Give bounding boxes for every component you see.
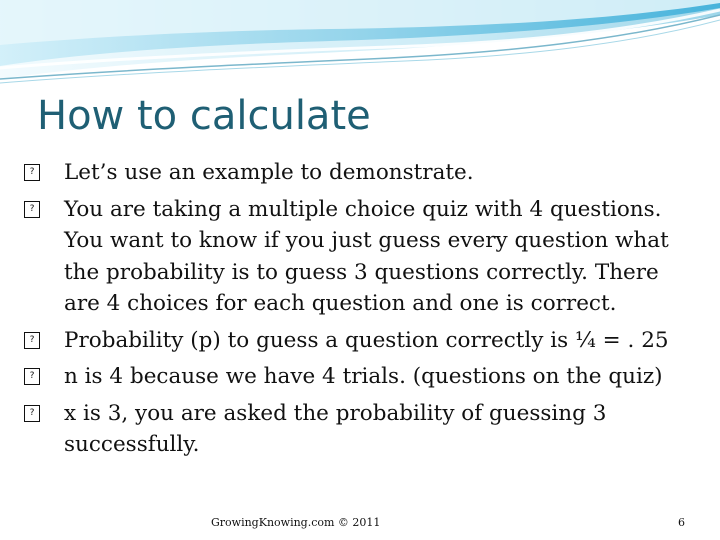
missing-glyph-bullet-icon: ? [24, 332, 40, 349]
bullet-text: x is 3, you are asked the probability of guessing 3 successfully. [64, 400, 607, 457]
slide-number: 6 [678, 516, 685, 529]
wave-header-decoration [0, 0, 720, 90]
bullet-item [24, 325, 700, 357]
slide-title: How to calculate [37, 93, 371, 139]
bullet-text: You are taking a multiple choice quiz with 4 questions. You want to know if you just guess every question what the probability is to guess 3 questions correctly. There are 4 choices for each question and one is correct. [64, 196, 669, 316]
bullet-text: Let’s use an example to demonstrate. [64, 160, 474, 185]
bullet-item [24, 361, 700, 393]
missing-glyph-bullet-icon: ? [24, 405, 40, 422]
bullet-item [24, 157, 700, 189]
missing-glyph-bullet-icon: ? [24, 201, 40, 218]
bullet-item [24, 398, 700, 461]
bullet-text: n is 4 because we have 4 trials. (questions on the quiz) [64, 364, 663, 389]
footer-copyright: GrowingKnowing.com © 2011 [211, 516, 381, 529]
missing-glyph-bullet-icon: ? [24, 164, 40, 181]
bullet-text: Probability (p) to guess a question correctly is ¼ = . 25 [64, 327, 669, 353]
bullet-item [24, 194, 700, 320]
bullet-list [24, 157, 700, 466]
missing-glyph-bullet-icon: ? [24, 368, 40, 385]
